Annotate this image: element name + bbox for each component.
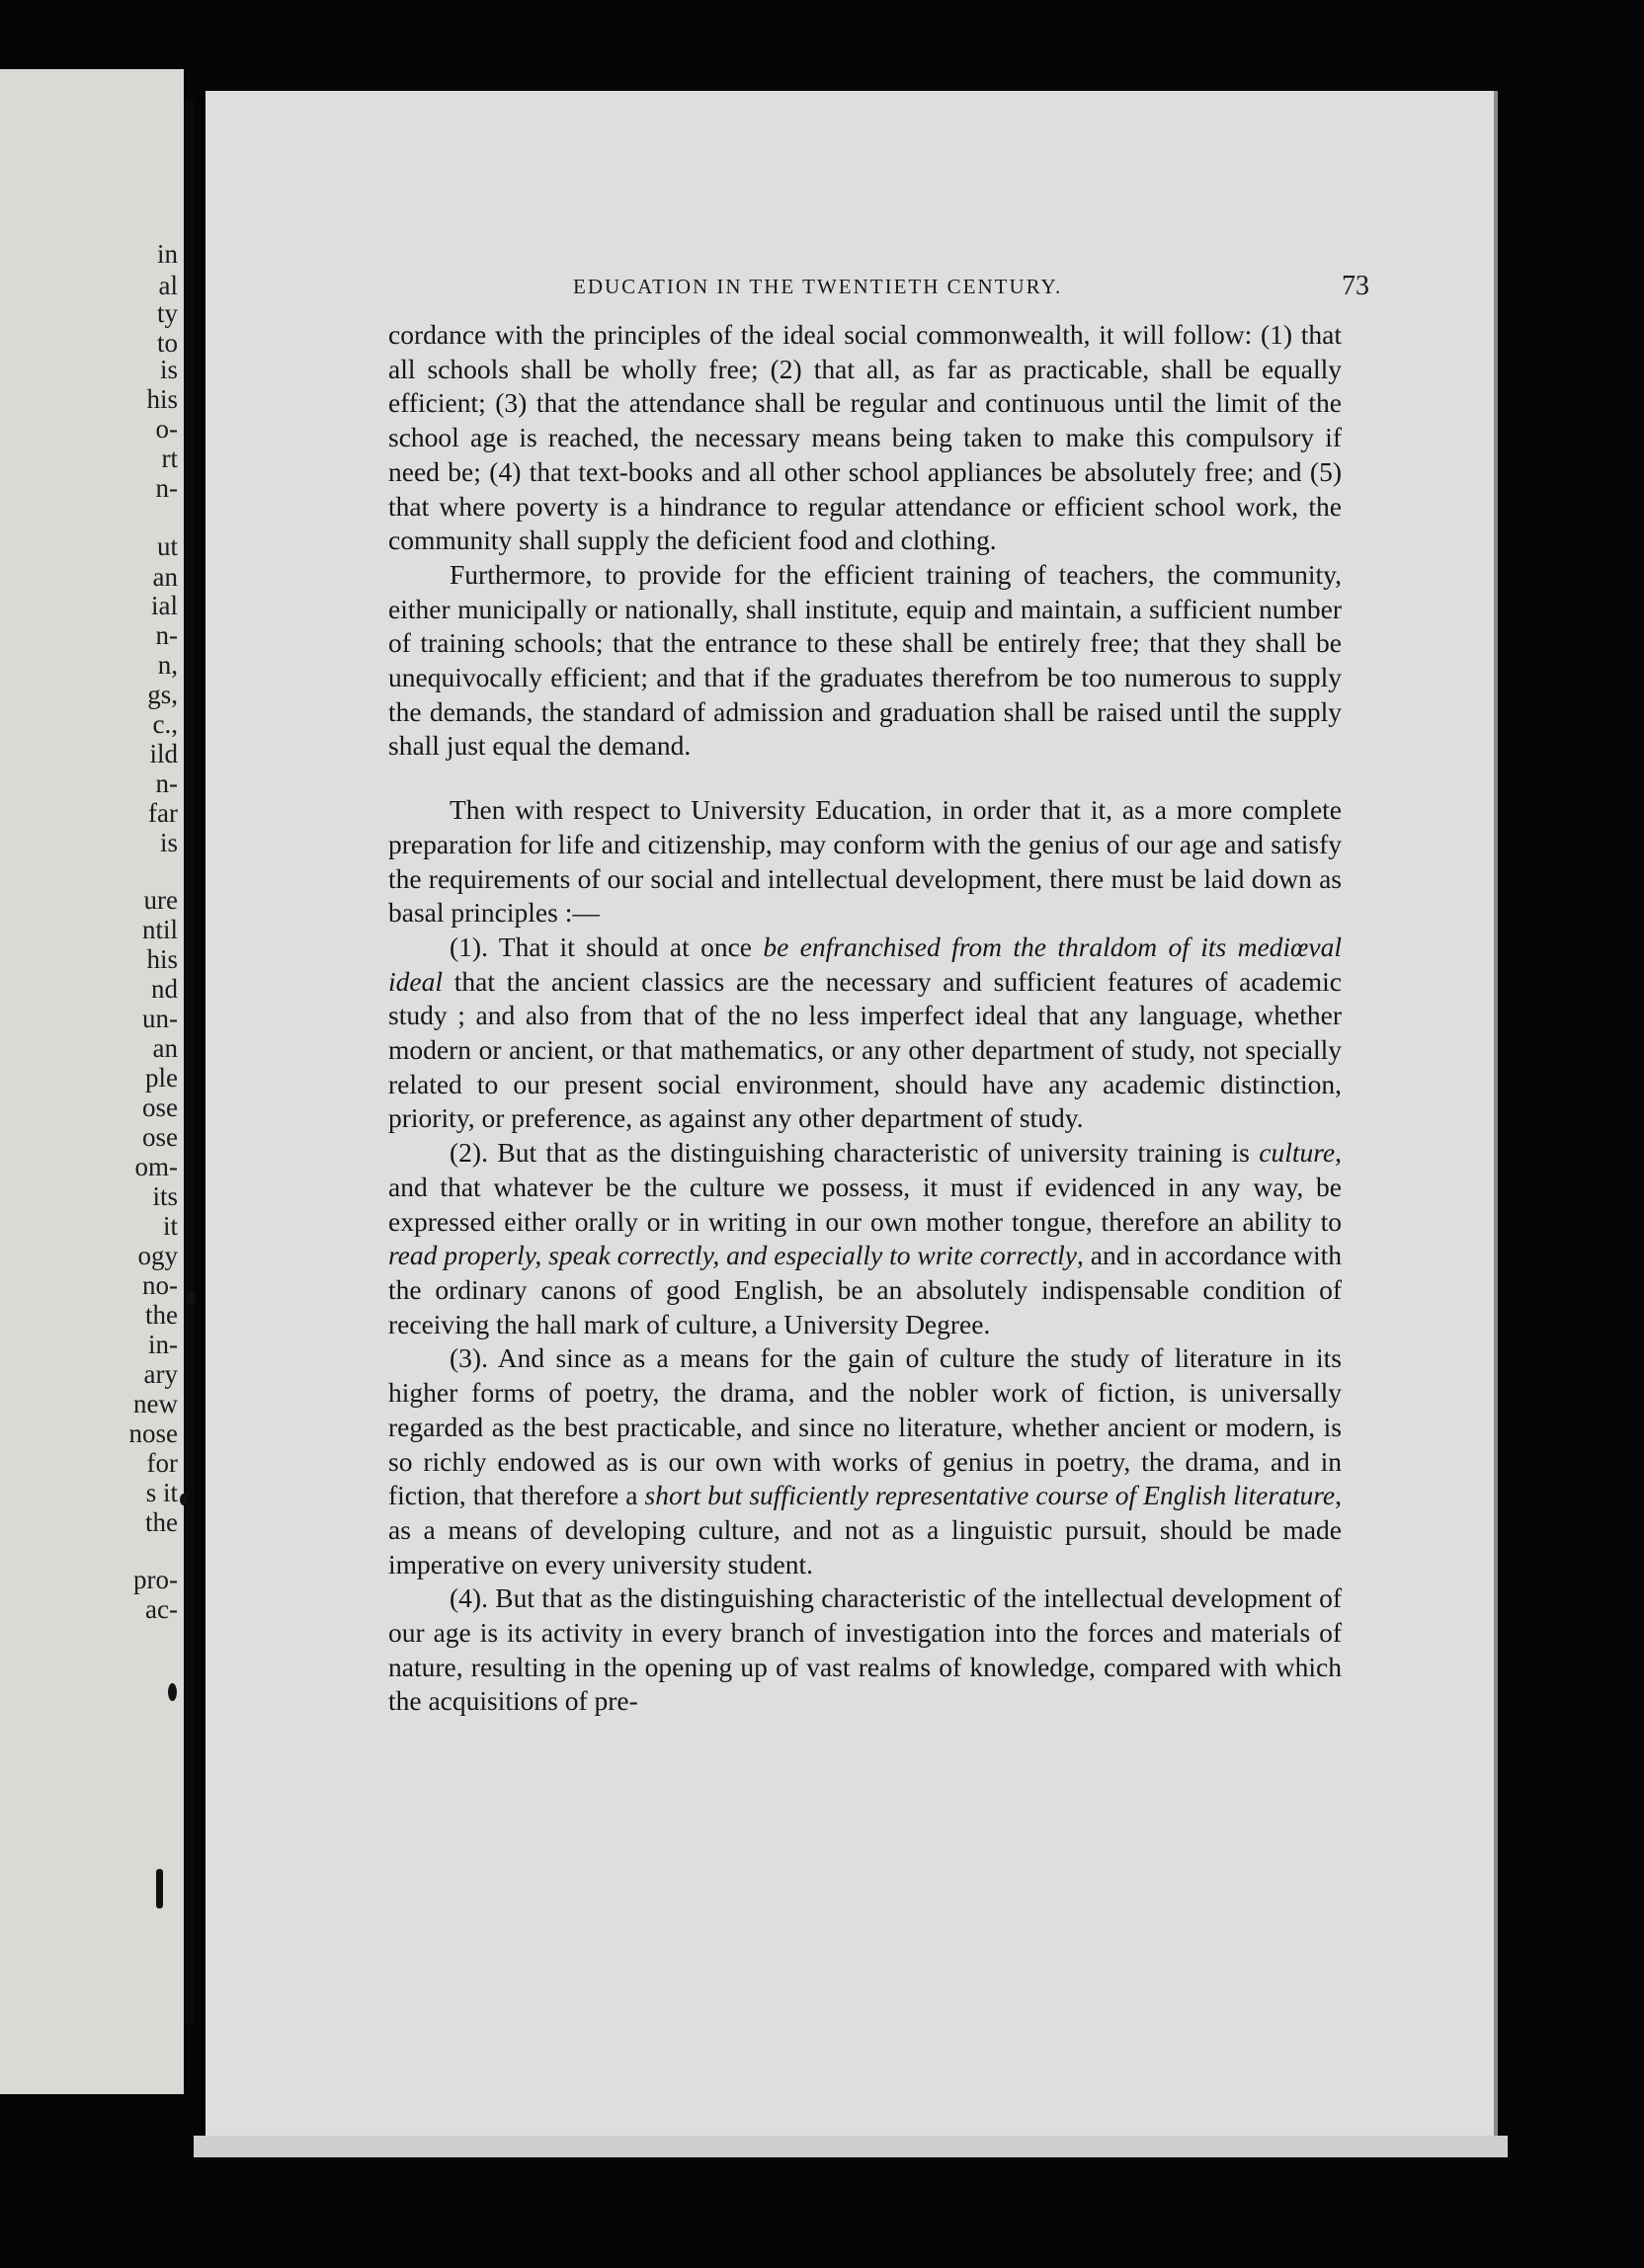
text-run: cordance with the principles of the ideal social commonwealth, it will follow: (1) that all schools shall be wholly free; (2) that all, as far as practicable, shall be equally efficient; (3) that the attendance shall be regular and continuous until the limit of the school age is reached, the necessary means being taken to make this compulsory if need be; (4) that text-books and all other school appliances be absolutely free; and (5) that where poverty is a hindrance to regular attendance or efficient school work, the community shall supply the deficient food and clothing. <box>388 319 1342 556</box>
italic-phrase: culture <box>1259 1137 1336 1169</box>
facing-page-fragment: the <box>145 1507 178 1537</box>
facing-page-fragment: his <box>146 944 178 974</box>
text-run: , and in accordance with the ordinary canons of good English, be an absolutely indispensable condition of receiving the hall mark of culture, a University Degree. <box>388 1240 1343 1339</box>
facing-page-fragment: om- <box>134 1152 178 1181</box>
facing-page-fragment: new <box>133 1389 178 1418</box>
facing-page-fragment: nd <box>151 974 178 1004</box>
text-run: (2). But that as the distinguishing characteristic of university training is <box>450 1137 1260 1169</box>
facing-page-fragment: pro- <box>133 1565 178 1594</box>
text-run: that the ancient classics are the necessary and sufficient features of academic study ; and also from that of the no less imperfect ideal that any language, whether modern or ancient, or that mathematics, or any other department of study, not specially related to our present social environment, should have any academic distinction, priority, or preference, as against any other department of study. <box>388 965 1342 1134</box>
paragraph <box>388 931 1342 1136</box>
facing-page-fragment: gs, <box>147 680 178 709</box>
running-title: EDUCATION IN THE TWENTIETH CENTURY. <box>573 275 1063 298</box>
paragraph <box>388 1136 1342 1341</box>
page-number: 73 <box>1342 271 1369 301</box>
facing-page-fragment: ild <box>149 739 178 769</box>
paragraph <box>388 793 1342 931</box>
facing-page-fragment: his <box>146 384 178 414</box>
body-text <box>388 318 1342 1719</box>
facing-page-fragment: to <box>156 328 178 358</box>
facing-page-fragment: n- <box>155 620 178 650</box>
facing-page-fragment: its <box>152 1181 178 1211</box>
facing-page-fragment: o- <box>155 414 178 444</box>
facing-page-fragment: in <box>156 239 178 269</box>
facing-page-fragment: un- <box>142 1004 178 1033</box>
facing-page-fragment: for <box>146 1448 178 1478</box>
facing-page-fragment: n, <box>157 650 178 680</box>
paragraph <box>388 318 1342 558</box>
facing-page-fragment: ial <box>151 591 178 620</box>
text-run: (4). But that as the distinguishing characteristic of the intellectual development of our age is its activity in every branch of investigation into the forces and materials of nature, resulting in the opening up of vast realms of knowledge, compared with which the acquisitions of pre- <box>388 1582 1342 1717</box>
facing-page-fragment: the <box>145 1300 178 1330</box>
text-run: (1). That it should at once <box>450 931 764 962</box>
text-run: Furthermore, to provide for the efficient training of teachers, the community, either municipally or nationally, shall institute, equip and maintain, a sufficient number of training schools; that the entrance to these shall be entirely free; that they shall be unequivocally efficient; and that if the graduates therefrom be too numerous to supply the demands, the standard of admission and graduation shall be raised until the supply shall just equal the demand. <box>388 558 1342 762</box>
facing-page-fragment: is <box>159 828 178 857</box>
facing-page-fragment: ty <box>156 298 178 328</box>
facing-page-fragment: no- <box>142 1270 178 1300</box>
text-run: , and that whatever be the culture we possess, it must if evidenced in any way, be expressed either orally or in writing in our own mother tongue, therefore an ability to <box>388 1137 1342 1237</box>
paragraph <box>388 1581 1342 1719</box>
facing-page-fragment: rt <box>161 444 178 473</box>
facing-page-fragment: ac- <box>145 1594 178 1624</box>
text-run: Then with respect to University Education, in order that it, as a more complete preparation for life and citizenship, may conform with the genius of our age and satisfy the requirements of our social and intellectual development, there must be laid down as basal principles :— <box>388 794 1342 929</box>
paragraph <box>388 558 1342 764</box>
facing-page-fragment: is <box>159 355 178 384</box>
text-run: (3). And since as a means for the gain of culture the study of literature in its higher forms of poetry, the drama, and the nobler work of fiction, is universally regarded as the best practicable, and since no literature, whether ancient or modern, is so richly endowed as is our own with works of genius in poetry, the drama, and in fiction, that therefore a <box>388 1342 1342 1511</box>
facing-page-fragment: an <box>152 562 178 592</box>
facing-page-fragment: ntil <box>141 915 178 944</box>
facing-page-fragment: c., <box>152 709 178 739</box>
facing-page-fragment: nose <box>128 1418 178 1448</box>
book-page <box>206 91 1498 2136</box>
facing-page-fragment: ple <box>145 1063 178 1093</box>
facing-page-fragment: ogy <box>137 1241 178 1270</box>
facing-page-edge <box>0 69 184 2094</box>
facing-page-fragment: s it <box>145 1478 178 1507</box>
book-gutter <box>184 99 194 2025</box>
italic-phrase: be enfranchised from the thraldom of its mediœval ideal <box>388 931 1342 997</box>
page-header <box>206 271 1494 308</box>
facing-page-fragment: ary <box>143 1359 178 1389</box>
facing-page-fragment: n- <box>155 769 178 798</box>
italic-phrase: read properly, speak correctly, and especially to write correctly <box>388 1240 1077 1271</box>
italic-phrase: short but sufficiently representative course of English literature <box>644 1480 1336 1511</box>
facing-page-fragment: ure <box>143 885 178 915</box>
facing-page-fragment: far <box>148 798 178 828</box>
facing-page-fragment: ose <box>142 1093 178 1122</box>
page-bottom-edge <box>194 2136 1508 2157</box>
text-run: , as a means of developing culture, and not as a linguistic pursuit, should be made imperative on every university student. <box>388 1480 1342 1580</box>
facing-page-fragment: al <box>158 271 178 300</box>
facing-page-fragment: ose <box>142 1122 178 1152</box>
facing-page-fragment: ut <box>156 531 178 561</box>
facing-page-fragment: n- <box>155 473 178 503</box>
facing-page-fragment: it <box>162 1211 178 1241</box>
facing-page-fragment: an <box>152 1033 178 1063</box>
facing-page-fragment: in- <box>148 1330 178 1359</box>
paragraph <box>388 1341 1342 1581</box>
